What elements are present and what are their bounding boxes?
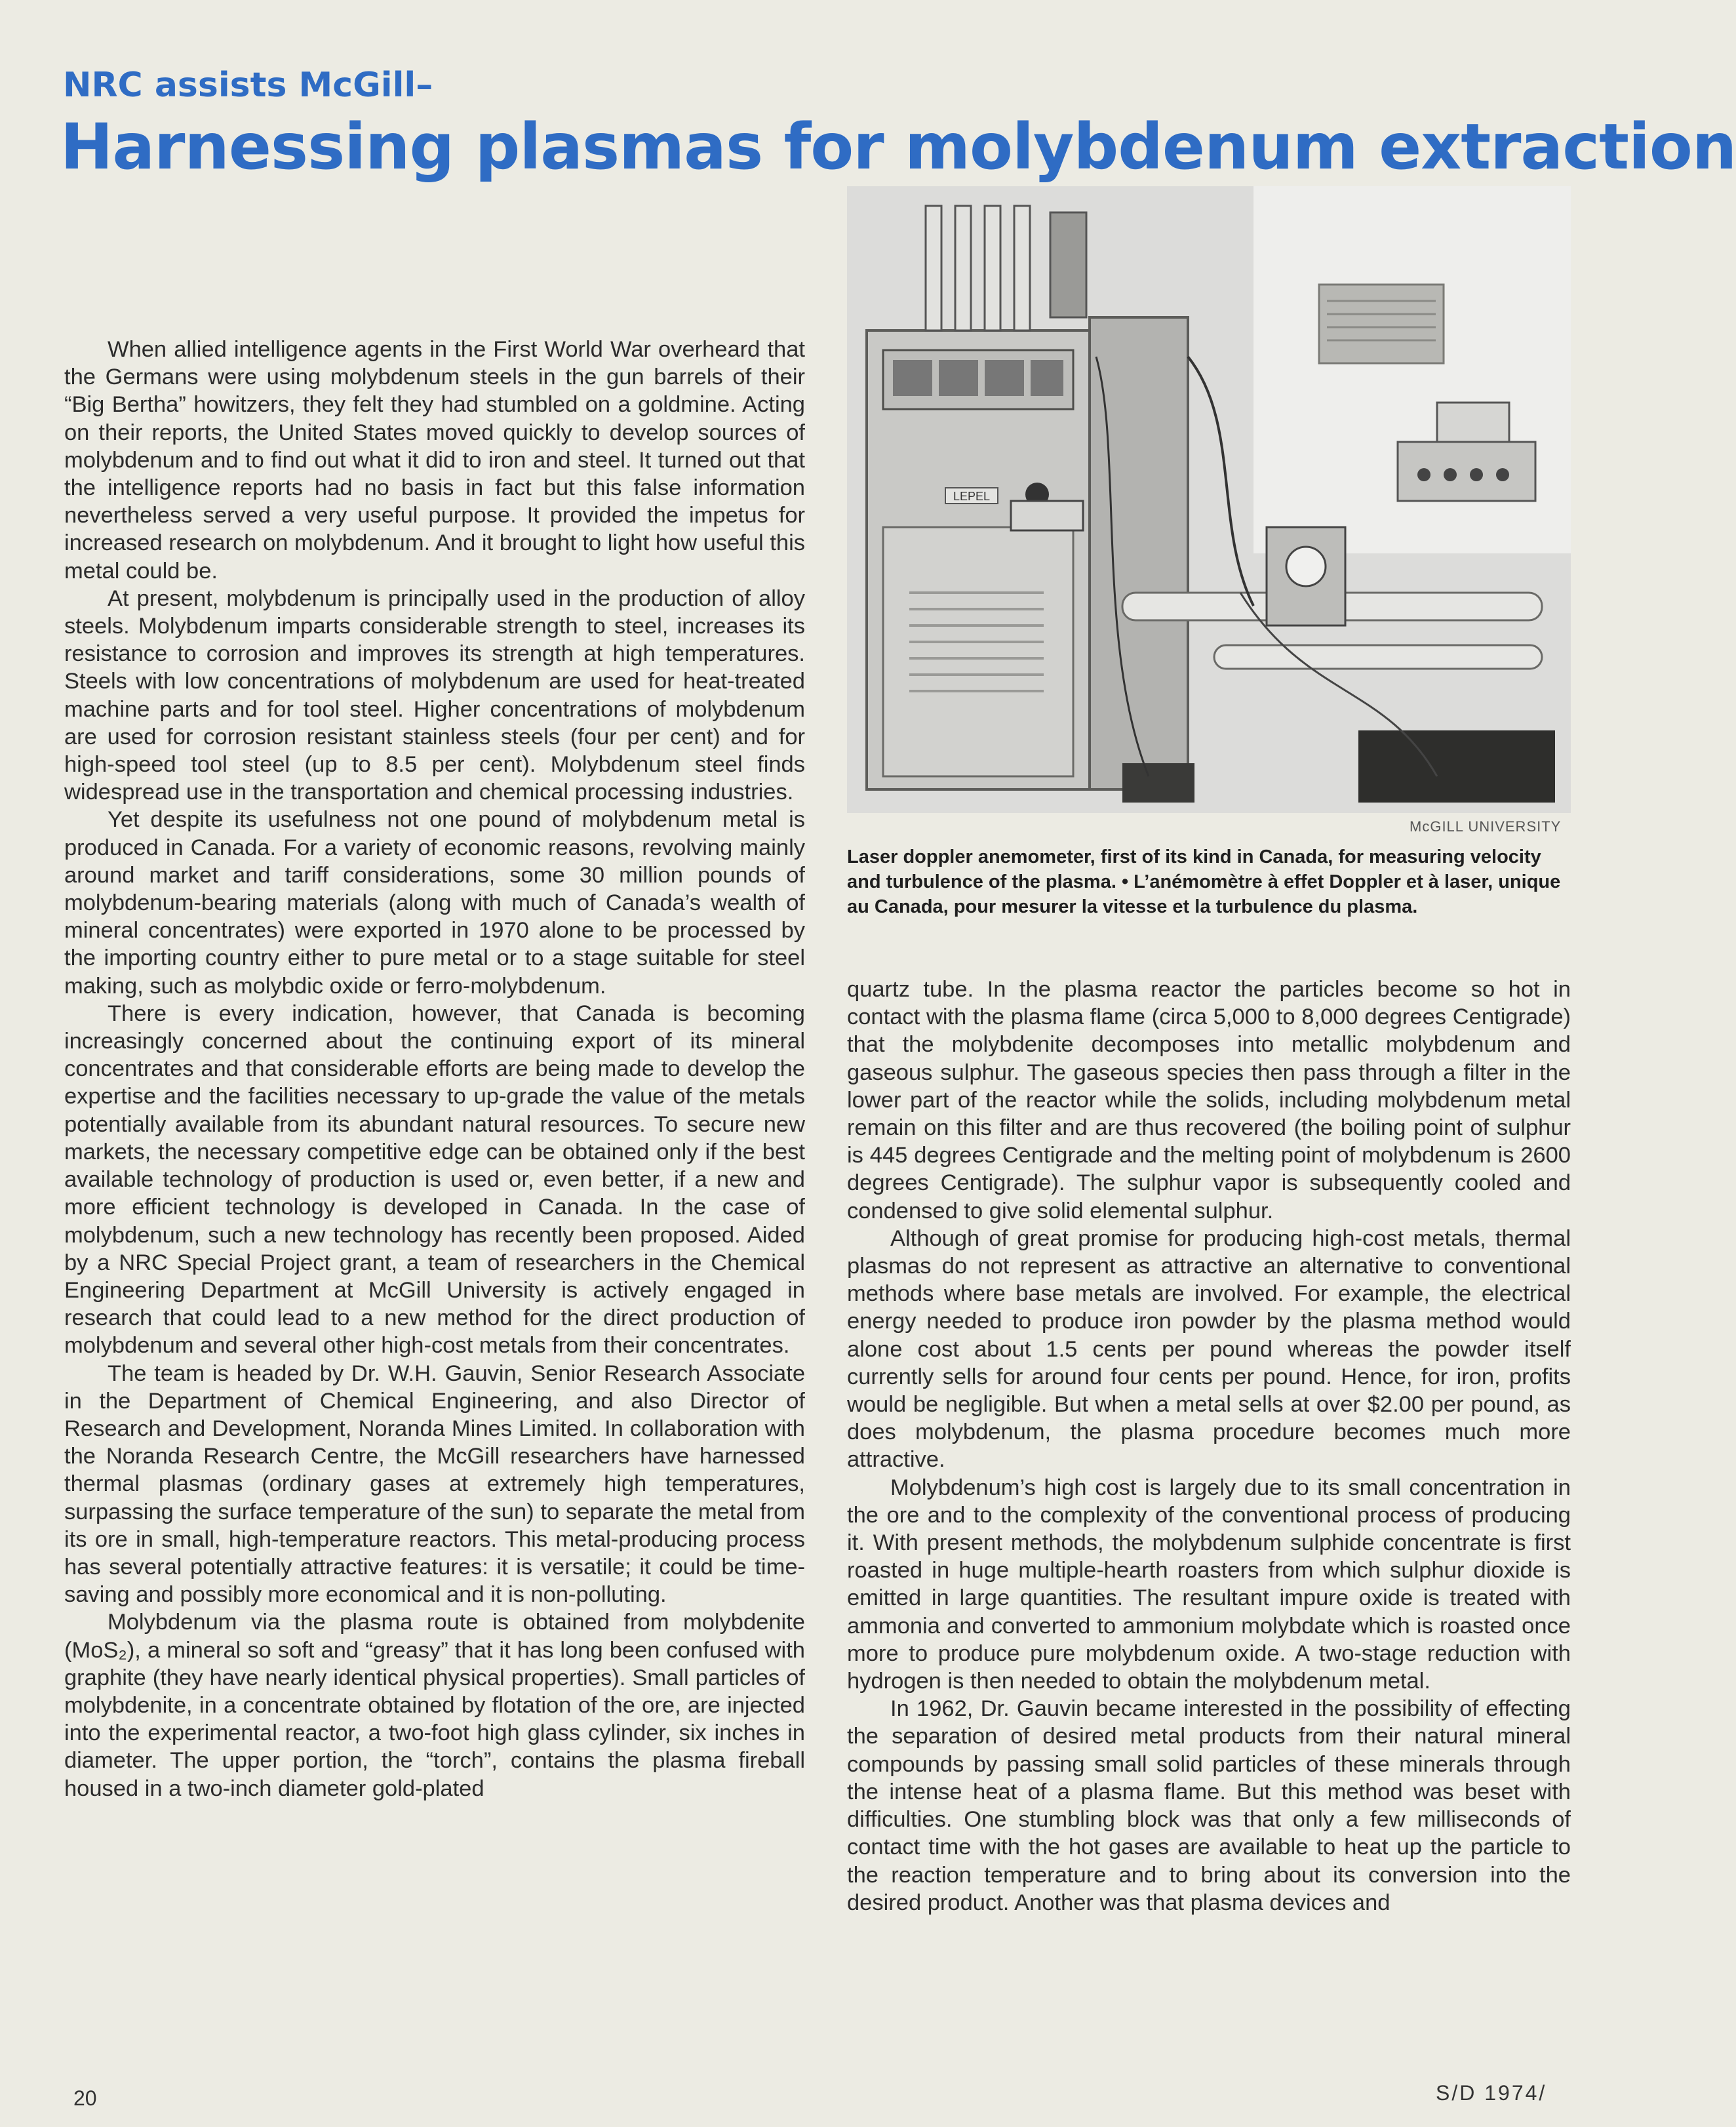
right-column [847, 976, 1571, 1917]
body-paragraph: quartz tube. In the plasma reactor the particles become so hot in contact with the plasma flame (circa 5,000 to 8,000 degrees Centigrade) that the molybdenite decomposes into metallic molybdenum and gaseous sulphur. The gaseous species then pass through a filter in the lower part of the reactor while the solids, including molybdenum metal remain on this filter and are thus recovered (the boiling point of sulphur is 445 degrees Centigrade and the melting point of molybdenum is 2600 degrees Centigrade). The sulphur vapor is subsequently cooled and condensed to give solid elemental sulphur. [847, 977, 1571, 1223]
body-paragraph: Molybdenum’s high cost is largely due to its small concentration in the ore and to the complexity of the conventional process of producing it. With present methods, the molybdenum sulphide concentrate is first roasted in huge multiple-hearth roasters from which sulphur dioxide is emitted in large quantities. The resultant impure oxide is treated with ammonia and converted to ammonium molybdate which is roasted once more to produce pure molybdenum oxide. A two-stage reduction with hydrogen is then needed to obtain the molybdenum metal. [847, 1475, 1571, 1694]
equipment-photo [847, 186, 1571, 813]
article-kicker: NRC assists McGill– [63, 66, 433, 105]
body-paragraph: The team is headed by Dr. W.H. Gauvin, Senior Research Associate in the Department of Chemical Engineering, and also Director of Research and Development, Noranda Mines Limited. In collaboration with the Noranda Research Centre, the McGill researchers have harnessed thermal plasmas (ordinary gases at extremely high temperatures, surpassing the surface temperature of the sun) to separate the metal from its ore in small, high-temperature reactors. This metal-producing process has several potentially attractive features: it is versatile; it could be time-saving and possibly more economical and it is non-polluting. [64, 1361, 805, 1608]
photo-credit: McGILL UNIVERSITY [1410, 818, 1562, 835]
body-paragraph: Molybdenum via the plasma route is obtained from molybdenite (MoS₂), a mineral so soft and “greasy” that it has long been confused with graphite (they have nearly identical physical properties). Small particles of molybdenite, in a concentrate obtained by flotation of the ore, are injected into the experimental reactor, a two-foot high glass cylinder, six inches in diameter. The upper portion, the “torch”, contains the plasma fireball housed in a two-inch diameter gold-plated [64, 1610, 805, 1801]
body-paragraph: When allied intelligence agents in the First World War overheard that the Germans were using molybdenum steels in the gun barrels of their “Big Bertha” howitzers, they felt they had stumbled on a goldmine. Acting on their reports, the United States moved quickly to develop sources of molybdenum and to find out what it did to iron and steel. It turned out that the intelligence reports had no basis in fact but this false information nevertheless served a very useful purpose. It provided the impetus for increased research on molybdenum. And it brought to light how useful this metal could be. [64, 337, 805, 584]
body-paragraph: At present, molybdenum is principally used in the production of alloy steels. Molybdenum imparts considerable strength to steel, increases its resistance to corrosion and improves its strength at high temperatures. Steels with low concentrations of molybdenum are used for heat-treated machine parts and for tool steel. Higher concentrations of molybdenum are used for corrosion resistant stainless steels (four per cent) and for high-speed tool steel (up to 8.5 per cent). Molybdenum steel finds widespread use in the transportation and chemical processing industries. [64, 586, 805, 805]
photo-caption: Laser doppler anemometer, first of its kind in Canada, for measuring velocity and turbulence of the plasma. • L’anémomètre à effet Doppler et à laser, unique au Canada, pour mesurer la vitesse et la turbulence du plasma. [847, 846, 1561, 917]
page-number: 20 [73, 2086, 97, 2110]
article-headline: Harnessing plasmas for molybdenum extraction [60, 110, 1736, 184]
issue-label: S/D 1974/ [1436, 2081, 1547, 2105]
body-paragraph: Although of great promise for producing high-cost metals, thermal plasmas do not represent as attractive an alternative to conventional methods where base metals are involved. For example, the electrical energy needed to produce iron powder by the plasma method would alone cost about 1.5 cents per pound whereas the powder itself currently sells for around four cents per pound. Hence, for iron, profits would be negligible. But when a metal sells at over $2.00 per pound, as does molybdenum, the plasma procedure becomes much more attractive. [847, 1225, 1571, 1473]
body-paragraph: There is every indication, however, that Canada is becoming increasingly concerned about the continuing export of its mineral concentrates and that considerable efforts are being made to develop the expertise and the facilities necessary to up-grade the value of the metals potentially available from its abundant natural resources. To secure new markets, the necessary competitive edge can be obtained only if the best available technology of production is used or, even better, if a new and more efficient technology is developed in Canada. In the case of molybdenum, such a new technology has recently been proposed. Aided by a NRC Special Project grant, a team of researchers in the Chemical Engineering Department at McGill University is actively engaged in research that could lead to a new method for the direct production of molybdenum and several other high-cost metals from their concentrates. [64, 1001, 805, 1359]
left-column [64, 336, 805, 1802]
lepel-label: LEPEL [953, 490, 991, 503]
body-paragraph: Yet despite its usefulness not one pound of molybdenum metal is produced in Canada. For a variety of economic reasons, revolving mainly around market and tariff considerations, some 30 million pounds of molybdenum-bearing materials (along with much of Canada’s wealth of mineral concentrates) were exported in 1970 alone to be processed by the importing country either to pure metal or to a stage suitable for steel making, such as molybdic oxide or ferro-molybdenum. [64, 807, 805, 999]
body-paragraph: In 1962, Dr. Gauvin became interested in the possibility of effecting the separation of desired metal products from their natural mineral compounds by passing small solid particles of these minerals through the intense heat of a plasma flame. But this method was beset with difficulties. One stumbling block was that only a few milliseconds of contact time with the hot gases are available to heat up the particle to the reaction temperature and to bring about its conversion into the desired product. Another was that plasma devices and [847, 1696, 1571, 1915]
